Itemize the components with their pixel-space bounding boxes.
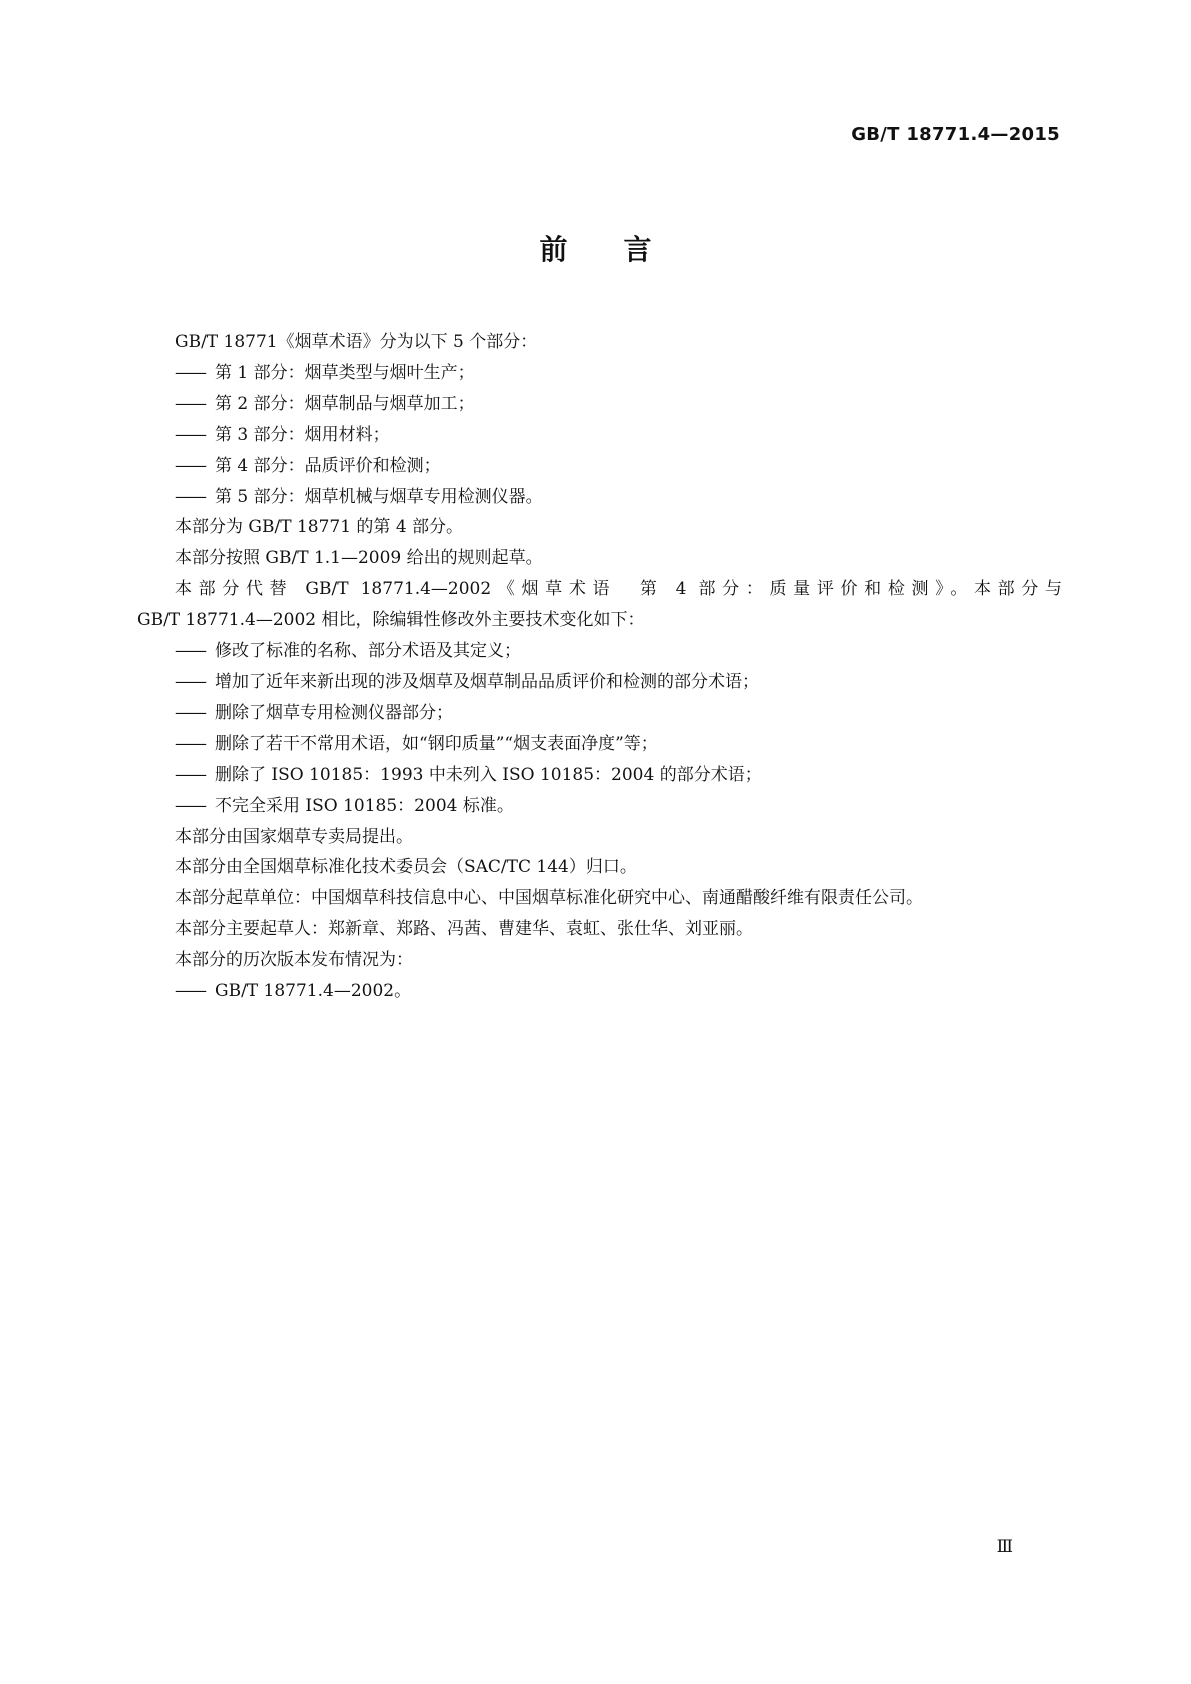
list-item-text: 不完全采用 ISO 10185：2004 标准。	[215, 795, 514, 816]
list-item	[137, 791, 1062, 822]
list-item-text: GB/T 18771.4—2002。	[215, 981, 412, 1002]
dash-mark: ——	[175, 702, 205, 723]
drafting-units-paragraph: 本部分起草单位：中国烟草科技信息中心、中国烟草标准化研究中心、南通醋酸纤维有限责任公司。	[175, 888, 923, 909]
list-item	[137, 760, 1062, 791]
dash-mark: ——	[175, 393, 205, 414]
standard-code: GB/T 18771.4—2015	[851, 124, 1060, 145]
dash-mark: ——	[175, 424, 205, 445]
list-item-text: 修改了标准的名称、部分术语及其定义；	[215, 641, 521, 662]
dash-mark: ——	[175, 981, 205, 1002]
list-item-text: 增加了近年来新出现的涉及烟草及烟草制品品质评价和检测的部分术语；	[215, 671, 759, 692]
intro-paragraph: GB/T 18771《烟草术语》分为以下 5 个部分：	[175, 332, 538, 352]
list-item-text: 第 3 部分：烟用材料；	[215, 424, 390, 445]
jurisdiction-paragraph: 本部分由全国烟草标准化技术委员会（SAC/TC 144）归口。	[175, 857, 637, 878]
dash-mark: ——	[175, 486, 205, 507]
list-item	[137, 451, 1062, 482]
dash-mark: ——	[175, 671, 205, 692]
dash-mark: ——	[175, 733, 205, 754]
list-item	[137, 636, 1062, 667]
page-number: Ⅲ	[996, 1537, 1013, 1557]
list-item-text: 第 5 部分：烟草机械与烟草专用检测仪器。	[215, 486, 543, 507]
foreword-body	[137, 327, 1062, 1007]
list-item	[137, 358, 1062, 389]
part-of-paragraph: 本部分为 GB/T 18771 的第 4 部分。	[175, 517, 464, 538]
dash-mark: ——	[175, 641, 205, 662]
proposed-by-paragraph: 本部分由国家烟草专卖局提出。	[175, 826, 413, 847]
dash-mark: ——	[175, 455, 205, 476]
list-item-text: 删除了 ISO 10185：1993 中未列入 ISO 10185：2004 的部分术语；	[215, 764, 762, 785]
dash-mark: ——	[175, 795, 205, 816]
page-title: 前言	[539, 233, 708, 266]
list-item-text: 第 4 部分：品质评价和检测；	[215, 455, 441, 476]
list-item	[137, 976, 1062, 1007]
replaces-paragraph-line1: 本部分代替 GB/T 18771.4—2002《烟草术语 第 4 部分：质量评价和检测》。本部分与	[175, 579, 1062, 600]
drafted-per-paragraph: 本部分按照 GB/T 1.1—2009 给出的规则起草。	[175, 548, 543, 569]
replaces-paragraph-line2: GB/T 18771.4—2002 相比，除编辑性修改外主要技术变化如下：	[137, 610, 645, 631]
list-item	[137, 482, 1062, 513]
list-item-text: 第 1 部分：烟草类型与烟叶生产；	[215, 362, 475, 383]
history-intro-paragraph: 本部分的历次版本发布情况为：	[175, 950, 413, 971]
list-item	[137, 667, 1062, 698]
list-item	[137, 420, 1062, 451]
list-item	[137, 698, 1062, 729]
dash-mark: ——	[175, 362, 205, 383]
list-item-text: 删除了烟草专用检测仪器部分；	[215, 702, 453, 723]
list-item-text: 第 2 部分：烟草制品与烟草加工；	[215, 393, 475, 414]
list-item	[137, 729, 1062, 760]
dash-mark: ——	[175, 764, 205, 785]
list-item-text: 删除了若干不常用术语，如“钢印质量”“烟支表面净度”等；	[215, 733, 658, 754]
drafters-paragraph: 本部分主要起草人：郑新章、郑路、冯茜、曹建华、袁虹、张仕华、刘亚丽。	[175, 919, 753, 940]
list-item	[137, 389, 1062, 420]
